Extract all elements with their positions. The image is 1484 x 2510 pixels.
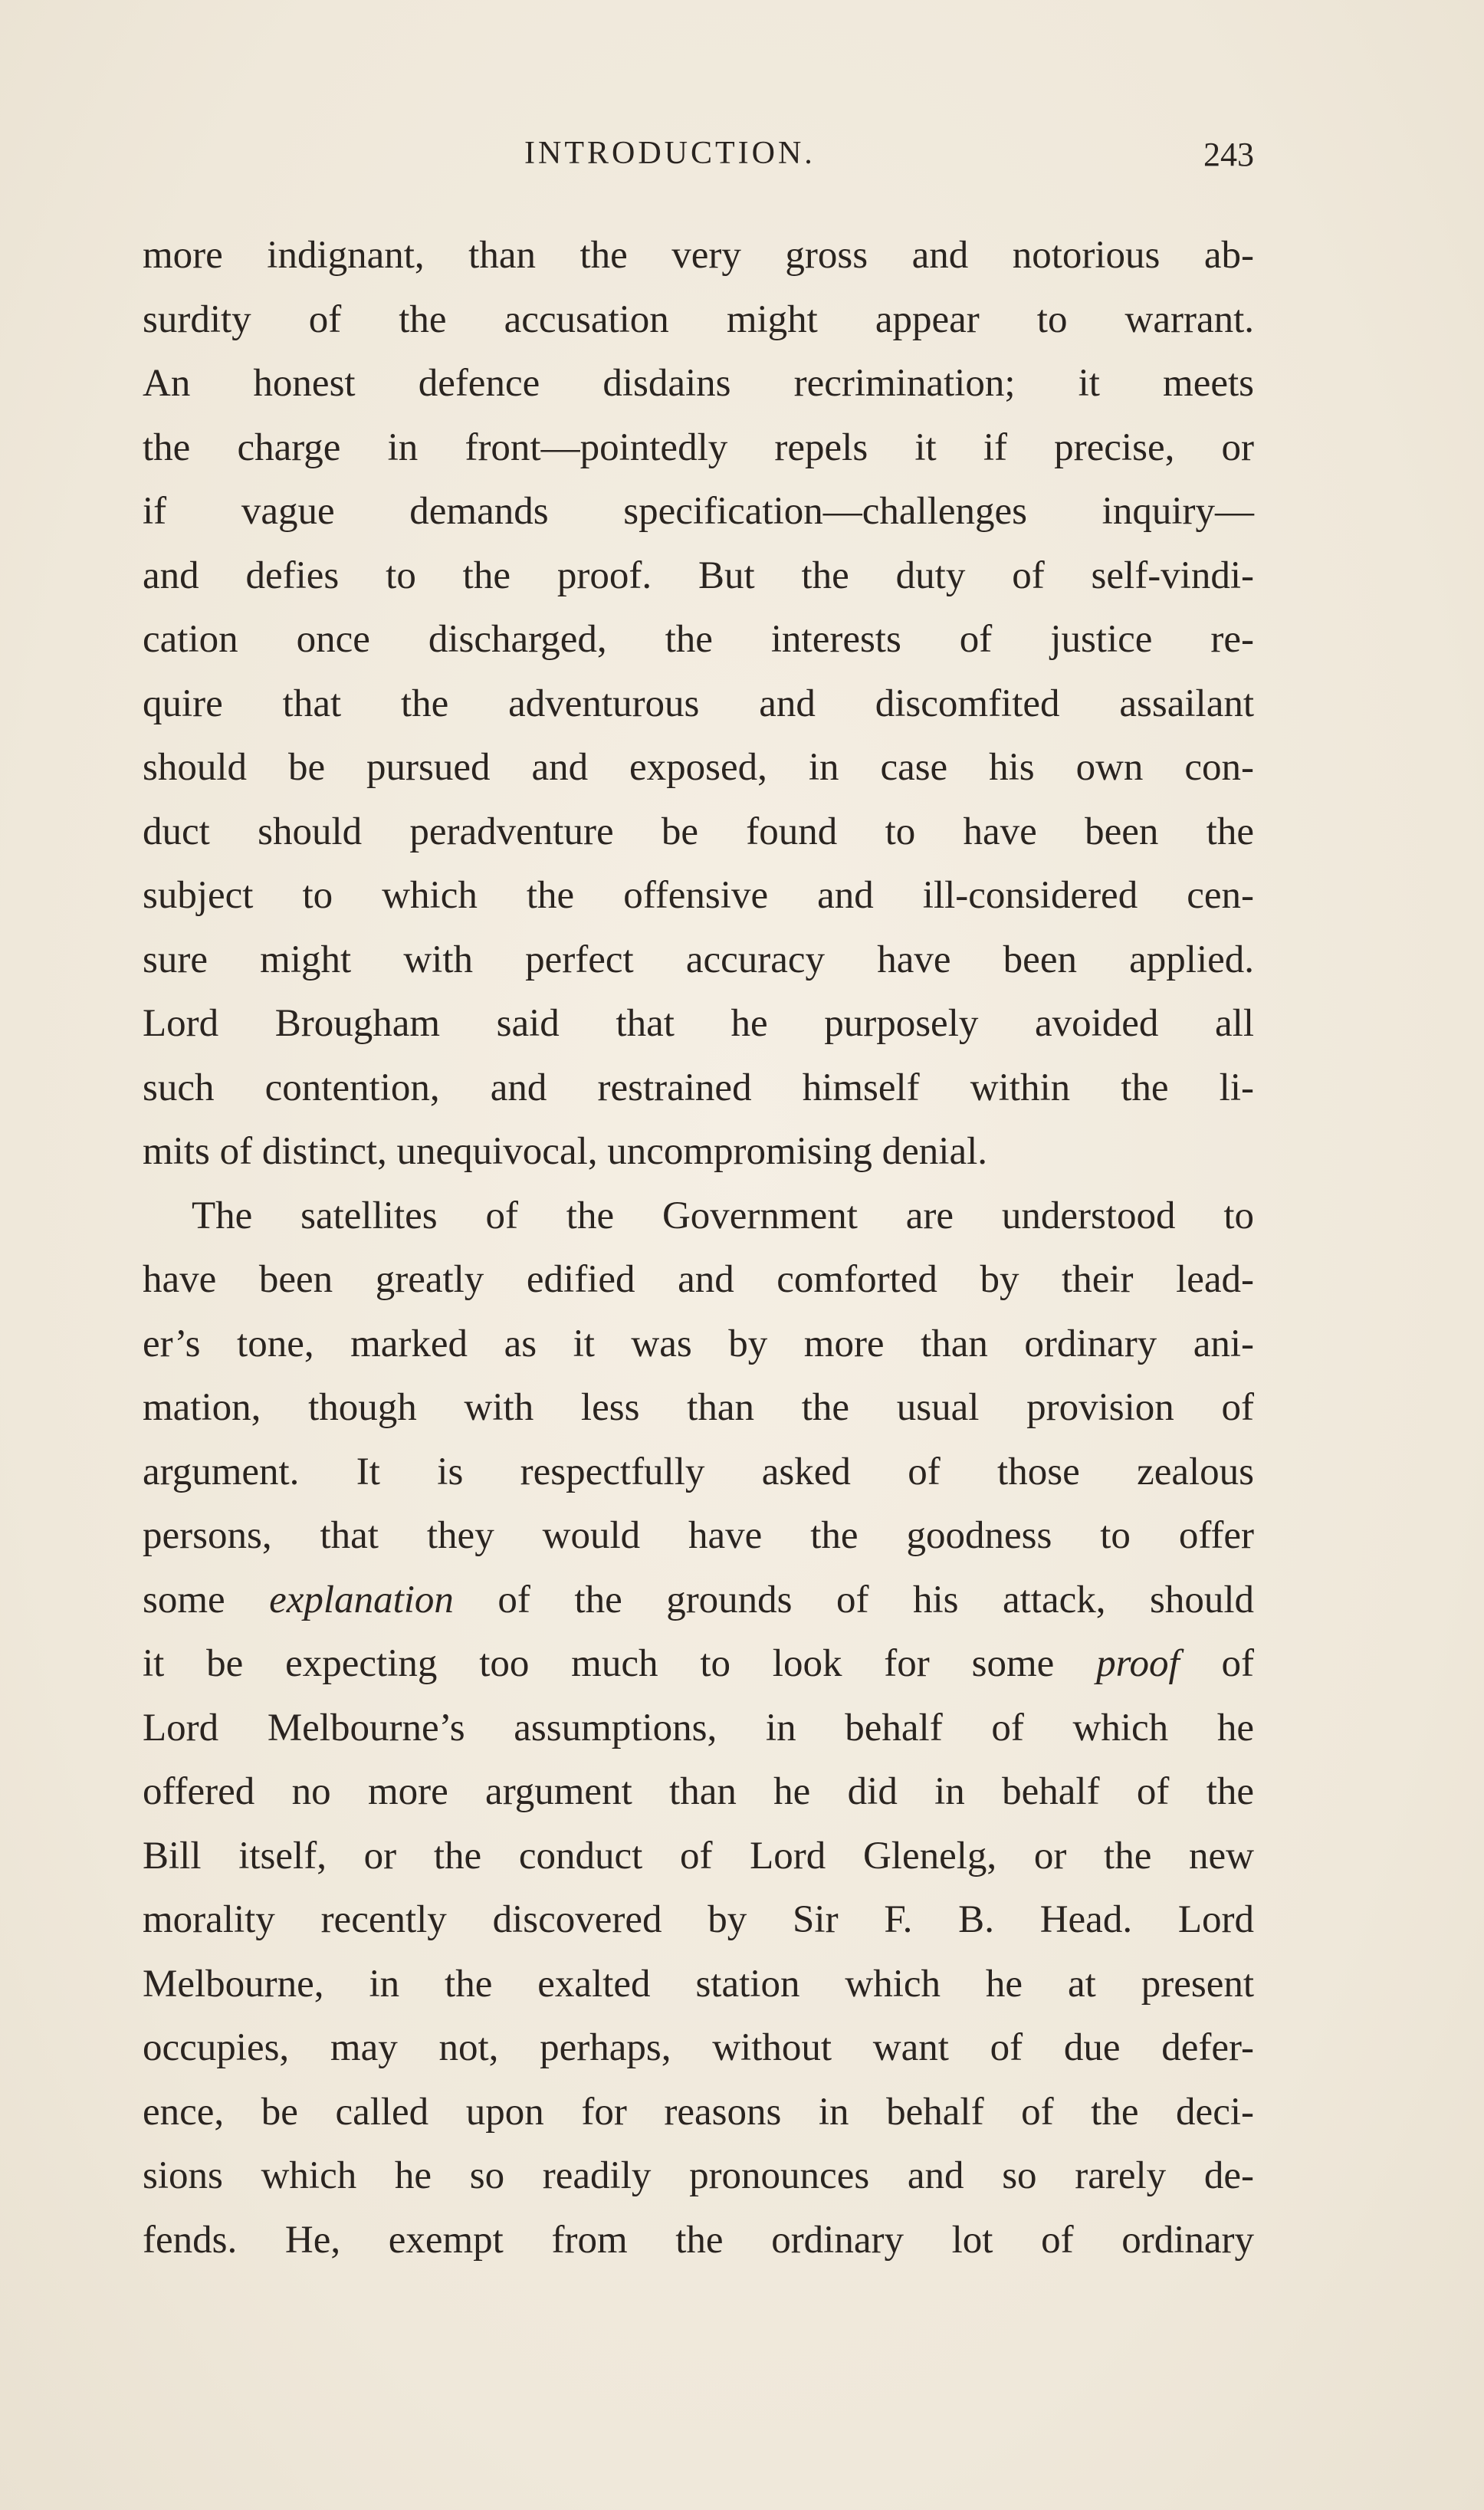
text-line: subject to which the offensive and ill-considered cen-	[143, 874, 1254, 917]
text-line: Bill itself, or the conduct of Lord Glenelg, or the new	[143, 1834, 1254, 1878]
text-line: Melbourne, in the exalted station which he at present	[143, 1962, 1254, 2006]
text-line: duct should peradventure be found to have been the	[143, 810, 1254, 853]
text-line: argument. It is respectfully asked of those zealous	[143, 1450, 1254, 1493]
text-line: sions which he so readily pronounces and so rarely de-	[143, 2154, 1254, 2197]
text-line: persons, that they would have the goodness to offer	[143, 1514, 1254, 1557]
text-line: er’s tone, marked as it was by more than ordinary ani-	[143, 1322, 1254, 1365]
text-line: Lord Melbourne’s assumptions, in behalf of which he	[143, 1706, 1254, 1749]
text-line: An honest defence disdains recrimination; it meets	[143, 362, 1254, 405]
text-line: surdity of the accusation might appear to warrant.	[143, 297, 1254, 341]
text-line: morality recently discovered by Sir F. B. Head. Lord	[143, 1898, 1254, 1941]
text-line: fends. He, exempt from the ordinary lot of ordinary	[143, 2218, 1254, 2262]
text-line: offered no more argument than he did in behalf of the	[143, 1770, 1254, 1813]
text-line: such contention, and restrained himself within the li-	[143, 1066, 1254, 1109]
running-title: INTRODUCTION.	[524, 136, 816, 171]
text-line: should be pursued and exposed, in case his own con-	[143, 746, 1254, 789]
italic-word: proof	[1096, 1642, 1180, 1685]
text-line: and defies to the proof. But the duty of self-vindi-	[143, 554, 1254, 597]
running-head	[143, 135, 1254, 181]
text-line: The satellites of the Government are understood to	[192, 1194, 1254, 1237]
text-line: Lord Brougham said that he purposely avoided all	[143, 1002, 1254, 1045]
text-line: ence, be called upon for reasons in behalf of the deci-	[143, 2090, 1254, 2134]
text-line: have been greatly edified and comforted by their lead-	[143, 1258, 1254, 1301]
text-line: occupies, may not, perhaps, without want of due defer-	[143, 2026, 1254, 2069]
body-text	[143, 224, 1254, 2272]
paragraph-2	[143, 1184, 1254, 2273]
page-number: 243	[1203, 136, 1254, 173]
text-line: the charge in front—pointedly repels it if precise, or	[143, 425, 1254, 469]
text-line: quire that the adventurous and discomfited assailant	[143, 682, 1254, 725]
text-line: if vague demands specification—challenges inquiry—	[143, 490, 1254, 533]
text-line: it be expecting too much to look for some proof of	[143, 1642, 1255, 1685]
paragraph-1	[143, 224, 1254, 1184]
text-line: mation, though with less than the usual provision of	[143, 1386, 1254, 1429]
text-line: sure might with perfect accuracy have been applied.	[143, 938, 1254, 981]
text-line: some explanation of the grounds of his attack, should	[143, 1578, 1255, 1621]
text-line: mits of distinct, unequivocal, uncompromising denial.	[143, 1130, 988, 1173]
text-line: more indignant, than the very gross and notorious ab-	[143, 234, 1254, 277]
italic-word: explanation	[269, 1578, 454, 1621]
text-line: cation once discharged, the interests of justice re-	[143, 618, 1254, 661]
